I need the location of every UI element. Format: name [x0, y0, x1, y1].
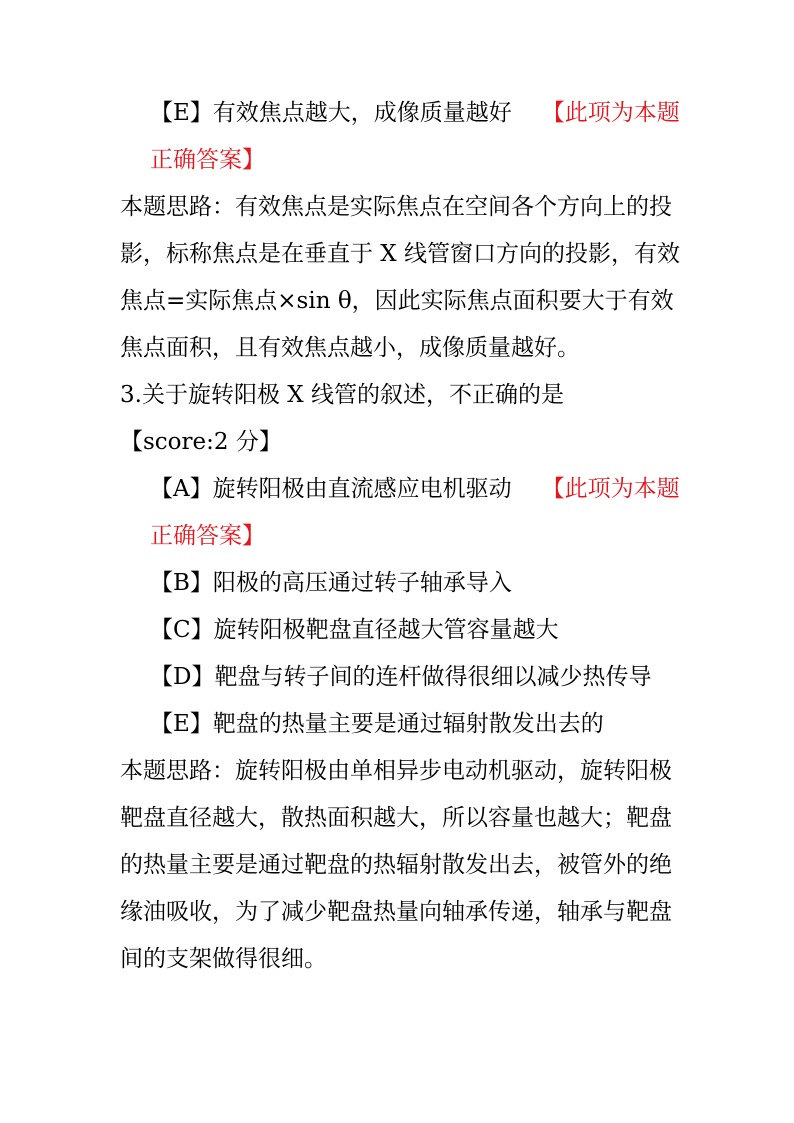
- document-page: [120, 90, 680, 983]
- q3-option-a: [120, 466, 680, 560]
- q3-question: 3.关于旋转阳极 X 线管的叙述，不正确的是: [120, 382, 564, 408]
- option-label: 【E】有效焦点越大，成像质量越好: [150, 100, 512, 126]
- q2-option-e: [120, 90, 680, 184]
- q3-explanation: 本题思路：旋转阳极由单相异步电动机驱动，旋转阳极靶盘直径越大，散热面积越大，所以容量也越大；靶盘的热量主要是通过靶盘的热辐射散发出去，被管外的绝缘油吸收，为了减少靶盘热量向轴承传递，轴承与靶盘间的支架做得很细。: [120, 758, 672, 972]
- q3-option-c: 【C】旋转阳极靶盘直径越大管容量越大: [150, 617, 559, 643]
- q3-option-e: 【E】靶盘的热量主要是通过辐射散发出去的: [150, 711, 604, 737]
- q2-explanation: 本题思路：有效焦点是实际焦点在空间各个方向上的投影，标称焦点是在垂直于 X 线管窗口方向的投影，有效焦点=实际焦点×sin θ，因此实际焦点面积要大于有效焦点面积，且有效焦点越小，成像质量越好。: [120, 194, 680, 361]
- option-label: 【A】旋转阳极由直流感应电机驱动: [150, 476, 512, 502]
- q3-option-b: 【B】阳极的高压通过转子轴承导入: [150, 570, 512, 596]
- correct-answer-tag: 【此项为本题正确答案】: [150, 476, 680, 549]
- q3-option-d: 【D】靶盘与转子间的连杆做得很细以减少热传导: [150, 664, 652, 690]
- q3-score: 【score:2 分】: [120, 429, 282, 455]
- correct-answer-tag: 【此项为本题正确答案】: [150, 100, 680, 173]
